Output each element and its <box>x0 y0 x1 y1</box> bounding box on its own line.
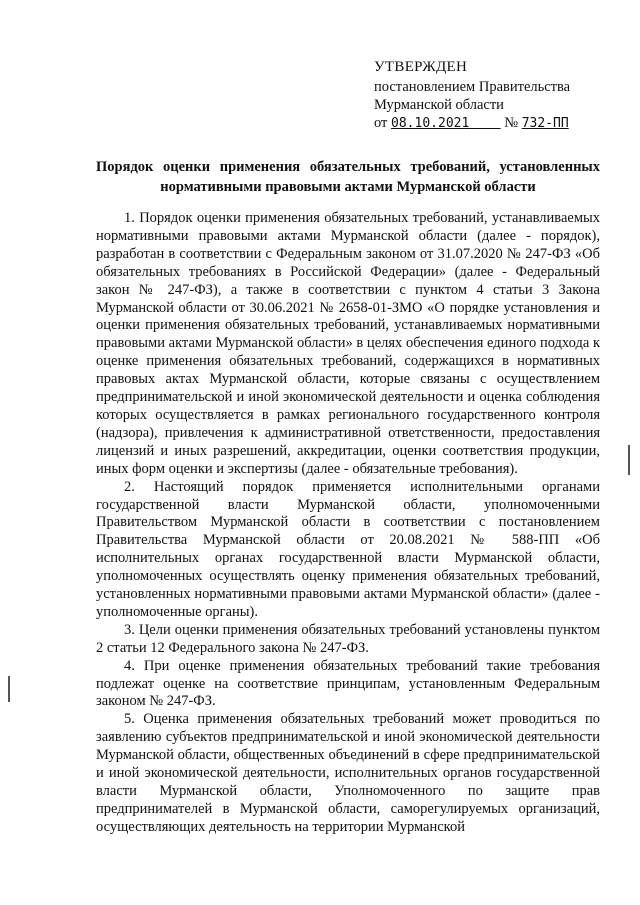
approval-heading: УТВЕРЖДЕН <box>374 59 468 75</box>
document-body <box>96 210 600 837</box>
approval-number: 732-ПП <box>521 116 569 131</box>
approval-line-1: постановлением Правительства <box>374 79 571 95</box>
date-prefix: от <box>374 115 388 131</box>
document-title: Порядок оценки применения обязательных требований, установленных нормативными правовыми актами Мурманской области <box>96 159 600 195</box>
paragraph-5: 5. Оценка применения обязательных требований может проводиться по заявлению субъектов предпринимательской и иной экономической деятельности Мурманской области, общественных объединений в сфере предпринимательской и иной экономической деятельности, исполнительных органов государственной власти Мурманской области, Уполномоченного по защите прав предпринимателей в Мурманской области, саморегулируемых организаций, осуществляющих деятельность на территории Мурманской <box>96 711 600 835</box>
scan-margin-mark-left <box>8 676 10 702</box>
paragraph-2: 2. Настоящий порядок применяется исполнительными органами государственной власти Мурманской области, уполномоченными Правительством Мурманской области в соответствии с постановлением Правительства Мурманской области от 20.08.2021 № 588-ПП «Об исполнительных органах государственной власти Мурманской области, уполномоченных осуществлять оценку применения обязательных требований, установленных нормативными правовыми актами Мурманской области» (далее - уполномоченные органы). <box>96 478 600 620</box>
paragraph-4: 4. При оценке применения обязательных требований такие требования подлежат оценке на соответствие принципам, установленным Федеральным законом № 247-ФЗ. <box>96 657 600 710</box>
approval-date: 08.10.2021 <box>391 116 470 131</box>
approval-line-2: Мурманской области <box>374 97 504 113</box>
date-underline-gap <box>469 116 500 131</box>
approval-date-line <box>374 114 614 133</box>
approval-block <box>374 58 614 133</box>
paragraph-1: 1. Порядок оценки применения обязательных требований, устанавливаемых нормативными правовыми актами Мурманской области (далее - порядок), разработан в соответствии с Федеральным законом от 31.07.2020 № 247-ФЗ «Об обязательных требованиях в Российской Федерации» (далее - Федеральный закон № 247-ФЗ), а также в соответствии с пунктом 4 статьи 3 Закона Мурманской области от 30.06.2021 № 2658-01-ЗМО «О порядке установления и оценки применения обязательных требований, устанавливаемых нормативными правовыми актами Мурманской области» в целях обеспечения единого подхода к оценке применения обязательных требований, содержащихся в нормативных правовых актах Мурманской области, которые связаны с осуществлением предпринимательской и иной экономической деятельности и оценка соблюдения которых осуществляется в рамках регионального государственного контроля (надзора), привлечения к административной ответственности, предоставления лицензий и иных разрешений, аккредитации, оценки соответствия продукции, иных форм оценки и экспертизы (далее - обязательные требования). <box>96 210 600 477</box>
number-prefix: № <box>504 115 519 131</box>
scan-margin-mark-right <box>628 445 630 475</box>
paragraph-3: 3. Цели оценки применения обязательных требований установлены пунктом 2 статьи 12 Федерального закона № 247-ФЗ. <box>96 621 600 656</box>
